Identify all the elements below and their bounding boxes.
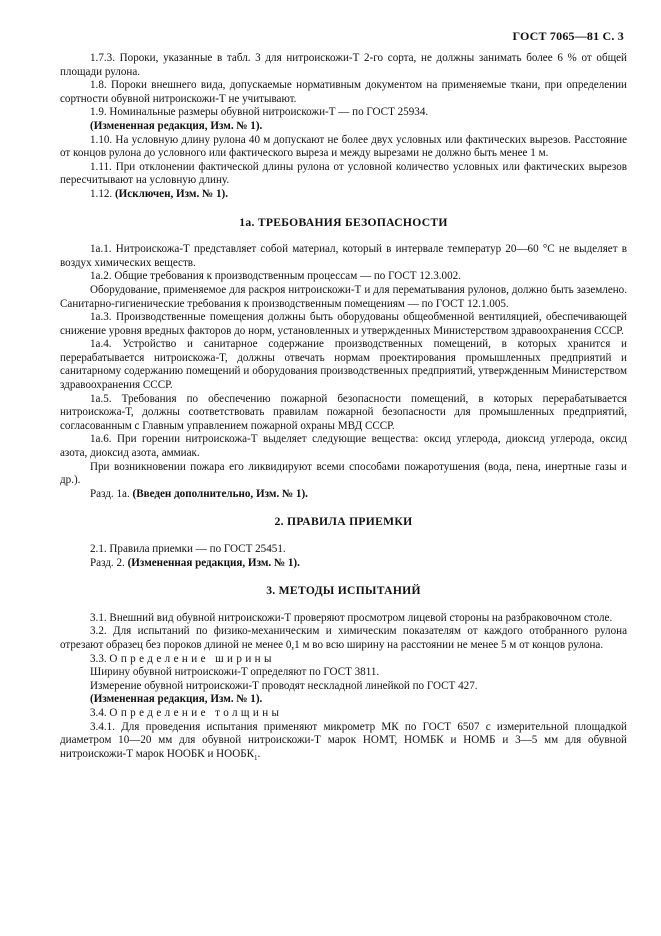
paragraph-3-4-1-end: . — [257, 747, 261, 760]
section-heading-3: 3. МЕТОДЫ ИСПЫТАНИЙ — [266, 584, 421, 598]
paragraph-3-3-heading: Определение ширины — [109, 652, 275, 665]
paragraph-3-4-1-subscript: 1 — [253, 753, 258, 762]
section-1a-label: Разд. 1а. — [90, 487, 130, 500]
section-1a-note — [60, 488, 627, 502]
page-header: ГОСТ 7065—81 С. 3 — [512, 29, 624, 43]
section-heading-1a: 1а. ТРЕБОВАНИЯ БЕЗОПАСНОСТИ — [239, 215, 448, 229]
paragraph-1a-6: 1а.6. При горении нитроискожа-Т выделяет следующие вещества: оксид углерода, диоксид углерода, оксид азота, диоксид азота, аммиак. — [60, 433, 627, 460]
paragraph-1-12-label: 1.12. — [90, 187, 113, 200]
paragraph-1a-2: 1а.2. Общие требования к производственным процессам — по ГОСТ 12.3.002. — [90, 270, 461, 283]
paragraph-1-8: 1.8. Пороки внешнего вида, допускаемые нормативным документом на применяемые ткани, при определении сортности обувной нитроискожи-Т не учитывают. — [60, 79, 627, 105]
paragraph-1-12 — [60, 188, 627, 202]
paragraph-3-4-title — [60, 707, 627, 721]
paragraph-1a-3: 1а.3. Производственные помещения должны быть оборудованы общеобменной вентиляцией, обеспечивающей снижение уровня вредных факторов до норм, установленных и утвержденных Министерством здравоохранения СССР. — [60, 311, 627, 337]
paragraph-1-10: 1.10. На условную длину рулона 40 м допускают не более двух условных или фактических вырезов. Расстояние от концов рулона до условного или фактического выреза и между вырезами не должно быть менее 1 м. — [60, 133, 627, 160]
paragraph-2-1: 2.1. Правила приемки — по ГОСТ 25451. — [90, 543, 286, 555]
paragraph-1-12-note: (Исключен, Изм. № 1). — [114, 187, 228, 200]
paragraph-1a-2b: Оборудование, применяемое для раскроя нитроискожи-Т и для перематывания рулонов, должно быть заземлено. Санитарно-гигиенические требования к производственным помещениям — по ГОСТ 12.1.005. — [60, 283, 627, 310]
paragraph-3-3a: Ширину обувной нитроискожи-Т определяют по ГОСТ 3811. — [90, 666, 380, 679]
amendment-note-3-3: (Измененная редакция, Изм. № 1). — [90, 693, 263, 706]
document-body — [60, 52, 627, 766]
paragraph-1a-4: 1а.4. Устройство и санитарное содержание производственных помещений, в которых хранится и перерабатывается нитроискожа-Т, должны отвечать нормам проектирования промышленных предприятий и санитарному содержанию помещений и оборудования производственных предприятий, утвержденным Министерством здравоохранения СССР. — [60, 338, 627, 392]
section-heading-2: 2. ПРАВИЛА ПРИЕМКИ — [274, 515, 413, 529]
paragraph-3-4-number: 3.4. — [90, 706, 107, 719]
paragraph-3-4-1 — [60, 721, 627, 766]
paragraph-1a-5: 1а.5. Требования по обеспечению пожарной безопасности помещений, в которых перерабатывается нитроискожа-Т, должны соответствовать правилам пожарной безопасности для промышленных предприятий, согласованным с Главным управлением пожарной охраны МВД СССР. — [60, 392, 627, 432]
paragraph-1-11: 1.11. При отклонении фактической длины рулона от условной количество условных или фактических вырезов пересчитывают на условную длину. — [60, 160, 627, 187]
section-2-note — [60, 557, 627, 571]
section-1a-amendment: (Введен дополнительно, Изм. № 1). — [132, 487, 308, 500]
paragraph-1-7-3: 1.7.3. Пороки, указанные в табл. 3 для нитроискожи-Т 2-го сорта, не должны занимать более 6 % от общей площади рулона. — [60, 52, 627, 78]
section-2-amendment: (Измененная редакция, Изм. № 1). — [127, 556, 300, 569]
section-2-label: Разд. 2. — [90, 556, 125, 569]
paragraph-3-2: 3.2. Для испытаний по физико-механическим и химическим показателям от каждого отобранного рулона отрезают образец без пороков длиной не менее 0,1 м во всю ширину на расстоянии не менее 5 м от концов рулона. — [60, 625, 627, 651]
paragraph-3-4-1-text: 3.4.1. Для проведения испытания применяют микрометр МК по ГОСТ 6507 с измерительной площадкой диаметром 10—20 мм для обувной нитроискожи-Т марок НОМТ, НОМБК и НОМБ и 3—5 мм для обувной нитроискожи-Т марок НООБК и НООБК — [60, 720, 627, 760]
paragraph-1a-1: 1а.1. Нитроискожа-Т представляет собой материал, который в интервале температур 20—60 °С не выделяет в воздух химических веществ. — [60, 243, 627, 269]
paragraph-1a-6b: При возникновении пожара его ликвидируют всеми способами пожаротушения (вода, пена, инертные газы и др.). — [60, 460, 627, 487]
paragraph-3-4-heading: Определение толщины — [109, 706, 283, 719]
paragraph-3-3-title — [60, 653, 627, 667]
paragraph-1-9: 1.9. Номинальные размеры обувной нитроискожи-Т — по ГОСТ 25934. — [90, 106, 429, 119]
amendment-note-1-9: (Измененная редакция, Изм. № 1). — [90, 119, 263, 132]
paragraph-3-3b: Измерение обувной нитроискожи-Т проводят нескладной линейкой по ГОСТ 427. — [90, 679, 478, 692]
paragraph-3-3-number: 3.3. — [90, 652, 107, 665]
paragraph-3-1: 3.1. Внешний вид обувной нитроискожи-Т проверяют просмотром лицевой стороны на разбраковочном столе. — [90, 611, 613, 624]
